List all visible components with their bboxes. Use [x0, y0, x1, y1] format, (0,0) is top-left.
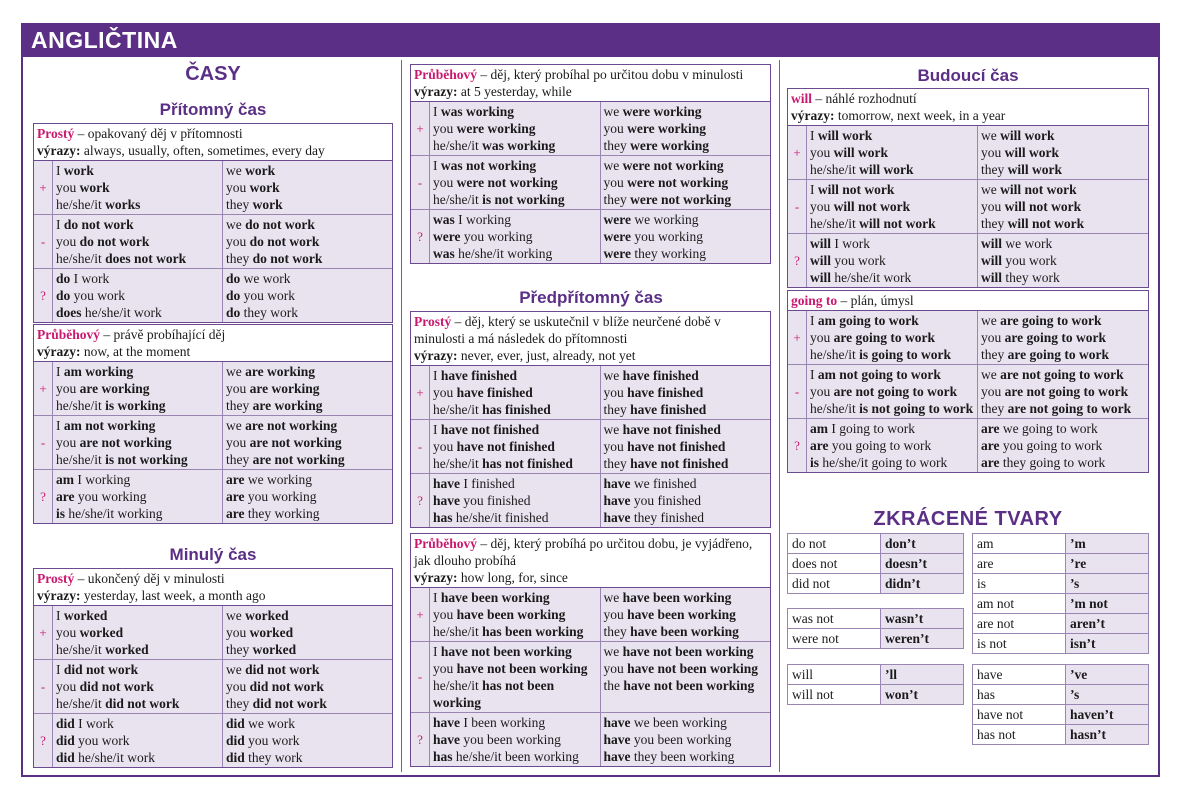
conjugation-cell: did I work did you work did he/she/it work	[56, 716, 156, 765]
conjugation-cell: I have been working you have been working he/she/it has been working	[433, 590, 584, 639]
short-form: ’ll	[881, 665, 963, 684]
conjugation-cell: have I been working have you been working has he/she/it been working	[433, 715, 579, 764]
box-definition: Průběhový – děj, který probíhá po určitou dobu, je vyjádřeno, jak dlouho probíhá výrazy: how long, for, since	[411, 534, 770, 588]
conjugation-cell: will I work will you work will he/she/it work	[810, 236, 912, 285]
full-form: am not	[973, 594, 1066, 613]
contractions-table-1	[787, 533, 964, 594]
full-form: will	[788, 665, 881, 684]
sign-cell: ?	[411, 210, 430, 263]
conjugation-cell: we are going to work you are going to work they are going to work	[977, 311, 1148, 364]
contraction-row	[973, 634, 1148, 653]
conjugation-cell: do we work do you work do they work	[222, 269, 392, 322]
conjugation-cell: did we work did you work did they work	[222, 714, 392, 767]
expressions: výrazy: yesterday, last week, a month ago	[37, 588, 266, 603]
conjugation-cell: I worked you worked he/she/it worked	[56, 608, 149, 657]
contraction-row	[973, 574, 1148, 594]
conjugation-cell: am I going to work are you going to work is he/she/it going to work	[810, 421, 948, 470]
conjugation-cell: I did not work you did not work he/she/it did not work	[56, 662, 180, 711]
sign-cell: -	[411, 156, 430, 209]
conjugation-cell: we do not work you do not work they do not work	[222, 215, 392, 268]
contractions-table-3	[787, 664, 964, 705]
sign-cell: -	[34, 660, 53, 713]
box-present-simple	[33, 123, 393, 323]
conjugation-cell: I work you work he/she/it works	[56, 163, 141, 212]
sign-cell: +	[788, 311, 807, 364]
conjugation-cell: I am not going to work you are not going to work he/she/it is not going to work	[810, 367, 974, 416]
heading-past: Minulý čas	[169, 545, 257, 564]
conjugation-cell: was I working were you working was he/she/it working	[433, 212, 553, 261]
conjugation-cell: we have not finished you have not finished they have not finished	[600, 420, 771, 473]
table-row	[411, 642, 770, 713]
sign-cell: +	[411, 588, 430, 641]
short-form: wasn’t	[881, 609, 963, 628]
conjugation-cell: I have not finished you have not finished he/she/it has not finished	[433, 422, 573, 471]
conjugation-cell: we did not work you did not work they did not work	[222, 660, 392, 713]
expressions: výrazy: at 5 yesterday, while	[414, 84, 572, 99]
heading-present-perfect: Předpřítomný čas	[519, 288, 663, 307]
expressions: výrazy: never, ever, just, already, not yet	[414, 348, 636, 363]
sign-cell: +	[34, 161, 53, 214]
box-present-perfect	[410, 311, 771, 528]
conjugation-cell: am I working are you working is he/she/it working	[56, 472, 163, 521]
contraction-row	[973, 725, 1148, 744]
table-row	[34, 660, 392, 714]
sign-cell: +	[34, 362, 53, 415]
expressions: výrazy: tomorrow, next week, in a year	[791, 108, 1006, 123]
full-form: are	[973, 554, 1066, 573]
sign-cell: ?	[34, 470, 53, 523]
table-row	[411, 420, 770, 474]
table-row	[411, 474, 770, 527]
column-divider-2	[779, 60, 780, 772]
full-form: is not	[973, 634, 1066, 653]
table-row	[411, 366, 770, 420]
sign-cell: -	[34, 215, 53, 268]
full-form: was not	[788, 609, 881, 628]
short-form: ’m not	[1066, 594, 1148, 613]
conjugation-cell: have we finished have you finished have they finished	[600, 474, 771, 527]
full-form: were not	[788, 629, 881, 648]
conjugation-cell: have we been working have you been working have they been working	[600, 713, 771, 766]
contractions-table-4	[972, 533, 1149, 654]
table-row	[788, 365, 1148, 419]
short-form: ’s	[1066, 574, 1148, 593]
box-present-perfect-continuous	[410, 533, 771, 767]
contraction-row	[973, 594, 1148, 614]
sign-cell: +	[788, 126, 807, 179]
box-definition: going to – plán, úmysl	[788, 291, 1148, 311]
conjugation-cell: we were not working you were not working they were not working	[600, 156, 771, 209]
table-row	[788, 419, 1148, 472]
conjugation-cell: I am not working you are not working he/she/it is not working	[56, 418, 188, 467]
box-future-will	[787, 88, 1149, 288]
sign-cell: ?	[788, 234, 807, 287]
sign-cell: ?	[788, 419, 807, 472]
heading-present: Přítomný čas	[159, 100, 267, 119]
conjugation-cell: we have not been working you have not been working the have not been working	[600, 642, 771, 712]
conjugation-cell: have I finished have you finished has he/she/it finished	[433, 476, 549, 525]
contraction-row	[973, 614, 1148, 634]
sign-cell: ?	[34, 714, 53, 767]
box-future-going-to	[787, 290, 1149, 473]
contraction-row	[788, 685, 963, 704]
short-form: hasn’t	[1066, 725, 1148, 744]
conjugation-cell: I was working you were working he/she/it was working	[433, 104, 556, 153]
conjugation-cell: we are not going to work you are not going to work they are not going to work	[977, 365, 1148, 418]
table-row	[788, 180, 1148, 234]
contraction-row	[788, 574, 963, 593]
conjugation-cell: are we going to work are you going to work are they going to work	[977, 419, 1148, 472]
expressions: výrazy: how long, for, since	[414, 570, 568, 585]
table-row	[788, 234, 1148, 287]
sign-cell: ?	[34, 269, 53, 322]
table-row	[34, 606, 392, 660]
full-form: have not	[973, 705, 1066, 724]
conjugation-cell: do I work do you work does he/she/it work	[56, 271, 162, 320]
full-form: am	[973, 534, 1066, 553]
sign-cell: -	[411, 420, 430, 473]
table-row	[411, 156, 770, 210]
table-row	[34, 161, 392, 215]
sign-cell: ?	[411, 713, 430, 766]
conjugation-cell: we have been working you have been working they have been working	[600, 588, 771, 641]
conjugation-cell: were we working were you working were they working	[600, 210, 771, 263]
full-form: will not	[788, 685, 881, 704]
conjugation-cell: we are not working you are not working they are not working	[222, 416, 392, 469]
full-form: do not	[788, 534, 881, 553]
conjugation-cell: I will not work you will not work he/she/it will not work	[810, 182, 936, 231]
full-form: are not	[973, 614, 1066, 633]
table-row	[34, 470, 392, 523]
box-definition: Prostý – opakovaný děj v přítomnosti výrazy: always, usually, often, sometimes, every day	[34, 124, 392, 161]
expressions: výrazy: always, usually, often, sometimes, every day	[37, 143, 325, 158]
conjugation-cell: I will work you will work he/she/it will work	[810, 128, 914, 177]
conjugation-cell: I have not been working you have not been working he/she/it has not been working	[433, 644, 588, 710]
table-row	[34, 362, 392, 416]
table-row	[34, 215, 392, 269]
conjugation-cell: we have finished you have finished they have finished	[600, 366, 771, 419]
sign-cell: -	[788, 180, 807, 233]
conjugation-cell: we are working you are working they are working	[222, 362, 392, 415]
full-form: has not	[973, 725, 1066, 744]
full-form: does not	[788, 554, 881, 573]
contraction-row	[973, 554, 1148, 574]
contraction-row	[973, 665, 1148, 685]
contraction-row	[788, 534, 963, 554]
sign-cell: -	[34, 416, 53, 469]
box-definition: Průběhový – děj, který probíhal po určitou dobu v minulosti výrazy: at 5 yesterday, while	[411, 65, 770, 102]
column-divider-1	[401, 60, 402, 772]
table-row	[411, 713, 770, 766]
contraction-row	[973, 705, 1148, 725]
short-form: aren’t	[1066, 614, 1148, 633]
contraction-row	[973, 534, 1148, 554]
sign-cell: -	[788, 365, 807, 418]
conjugation-cell: I am going to work you are going to work he/she/it is going to work	[810, 313, 952, 362]
table-row	[788, 311, 1148, 365]
full-form: has	[973, 685, 1066, 704]
short-form: ’m	[1066, 534, 1148, 553]
conjugation-cell: we will not work you will not work they will not work	[977, 180, 1148, 233]
expressions: výrazy: now, at the moment	[37, 344, 191, 359]
sign-cell: ?	[411, 474, 430, 527]
conjugation-cell: I am working you are working he/she/it is working	[56, 364, 166, 413]
contractions-table-5	[972, 664, 1149, 745]
table-row	[411, 588, 770, 642]
box-past-simple	[33, 568, 393, 768]
short-form: ’re	[1066, 554, 1148, 573]
short-form: don’t	[881, 534, 963, 553]
short-form: isn’t	[1066, 634, 1148, 653]
contraction-row	[973, 685, 1148, 705]
box-definition: Prostý – děj, který se uskutečnil v blíže neurčené době v minulosti a má následek do přítomnosti výrazy: never, ever, just, already, not yet	[411, 312, 770, 366]
box-definition: Průběhový – právě probíhající děj výrazy: now, at the moment	[34, 325, 392, 362]
table-row	[411, 210, 770, 263]
short-form: haven’t	[1066, 705, 1148, 724]
short-form: didn’t	[881, 574, 963, 593]
sign-cell: +	[411, 102, 430, 155]
heading-future: Budoucí čas	[917, 66, 1019, 85]
conjugation-cell: will we work will you work will they work	[977, 234, 1148, 287]
heading-contractions: ZKRÁCENÉ TVARY	[873, 508, 1063, 530]
contraction-row	[788, 629, 963, 648]
table-row	[34, 269, 392, 322]
box-past-continuous	[410, 64, 771, 264]
table-row	[788, 126, 1148, 180]
short-form: doesn’t	[881, 554, 963, 573]
table-row	[411, 102, 770, 156]
conjugation-cell: I have finished you have finished he/she/it has finished	[433, 368, 551, 417]
page-title: ANGLIČTINA	[31, 27, 178, 53]
full-form: did not	[788, 574, 881, 593]
short-form: won’t	[881, 685, 963, 704]
conjugation-cell: we will work you will work they will work	[977, 126, 1148, 179]
contractions-table-2	[787, 608, 964, 649]
contraction-row	[788, 554, 963, 574]
table-row	[34, 714, 392, 767]
full-form: have	[973, 665, 1066, 684]
contraction-row	[788, 609, 963, 629]
conjugation-cell: we worked you worked they worked	[222, 606, 392, 659]
short-form: ’ve	[1066, 665, 1148, 684]
box-present-continuous	[33, 324, 393, 524]
sign-cell: -	[411, 642, 430, 712]
table-row	[34, 416, 392, 470]
box-definition: will – náhlé rozhodnutí výrazy: tomorrow, next week, in a year	[788, 89, 1148, 126]
short-form: ’s	[1066, 685, 1148, 704]
box-definition: Prostý – ukončený děj v minulosti výrazy: yesterday, last week, a month ago	[34, 569, 392, 606]
heading-casy: ČASY	[185, 63, 241, 85]
short-form: weren’t	[881, 629, 963, 648]
conjugation-cell: we were working you were working they were working	[600, 102, 771, 155]
conjugation-cell: we work you work they work	[222, 161, 392, 214]
conjugation-cell: I was not working you were not working he/she/it is not working	[433, 158, 565, 207]
conjugation-cell: I do not work you do not work he/she/it does not work	[56, 217, 187, 266]
sign-cell: +	[411, 366, 430, 419]
conjugation-cell: are we working are you working are they working	[222, 470, 392, 523]
sign-cell: +	[34, 606, 53, 659]
full-form: is	[973, 574, 1066, 593]
contraction-row	[788, 665, 963, 685]
